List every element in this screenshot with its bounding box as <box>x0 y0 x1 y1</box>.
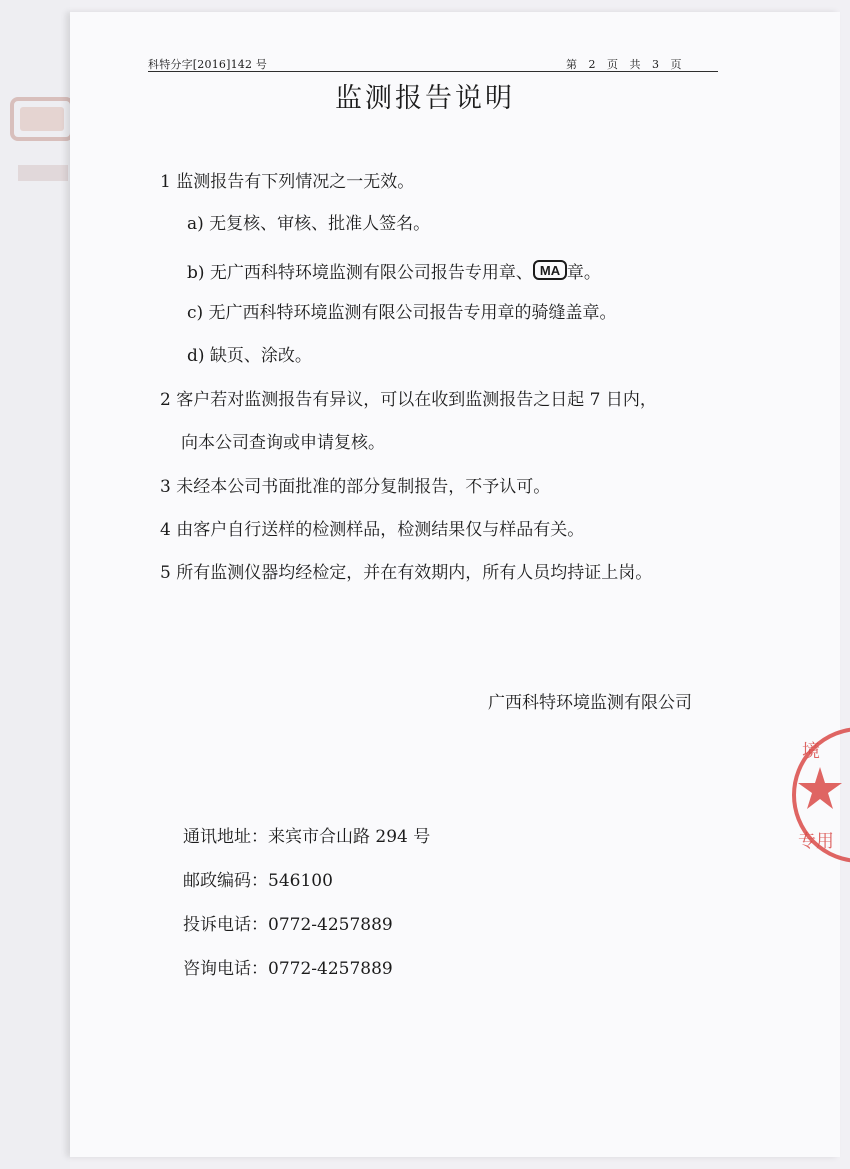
cma-mark-icon <box>533 260 567 280</box>
company-seal-icon <box>790 715 850 875</box>
document-number: 科特分字[2016]142 号 <box>148 58 268 71</box>
page-title: 监测报告说明 <box>335 83 515 114</box>
item-1c: c) 无广西科特环境监测有限公司报告专用章的骑缝盖章。 <box>187 303 617 323</box>
item-1b-text-before: b) 无广西科特环境监测有限公司报告专用章、 <box>187 263 533 283</box>
contact-complaint-phone: 投诉电话：0772-4257889 <box>183 915 393 935</box>
svg-text:专用: 专用 <box>798 831 834 852</box>
page-indicator: 第 2 页 共 3 页 <box>566 58 682 71</box>
item-2: 2 客户若对监测报告有异议，可以在收到监测报告之日起 7 日内， <box>160 390 657 410</box>
svg-text:MA: MA <box>539 263 561 278</box>
item-1b-text-after: 章。 <box>566 263 601 283</box>
company-name: 广西科特环境监测有限公司 <box>488 693 692 713</box>
contact-address: 通讯地址：来宾市合山路 294 号 <box>183 827 431 847</box>
item-3: 3 未经本公司书面批准的部分复制报告，不予认可。 <box>160 477 551 497</box>
item-1a: a) 无复核、审核、批准人签名。 <box>187 214 431 234</box>
item-4: 4 由客户自行送样的检测样品，检测结果仅与样品有关。 <box>160 520 585 540</box>
contact-postal-code: 邮政编码：546100 <box>183 871 333 891</box>
item-5: 5 所有监测仪器均经检定，并在有效期内，所有人员均持证上岗。 <box>160 563 653 583</box>
item-1b <box>187 260 601 283</box>
svg-text:境: 境 <box>802 741 820 762</box>
header-rule <box>148 71 718 72</box>
item-1: 1 监测报告有下列情况之一无效。 <box>160 172 415 192</box>
contact-inquiry-phone: 咨询电话：0772-4257889 <box>183 959 393 979</box>
item-2-continued: 向本公司查询或申请复核。 <box>181 433 385 453</box>
item-1d: d) 缺页、涂改。 <box>187 346 312 366</box>
